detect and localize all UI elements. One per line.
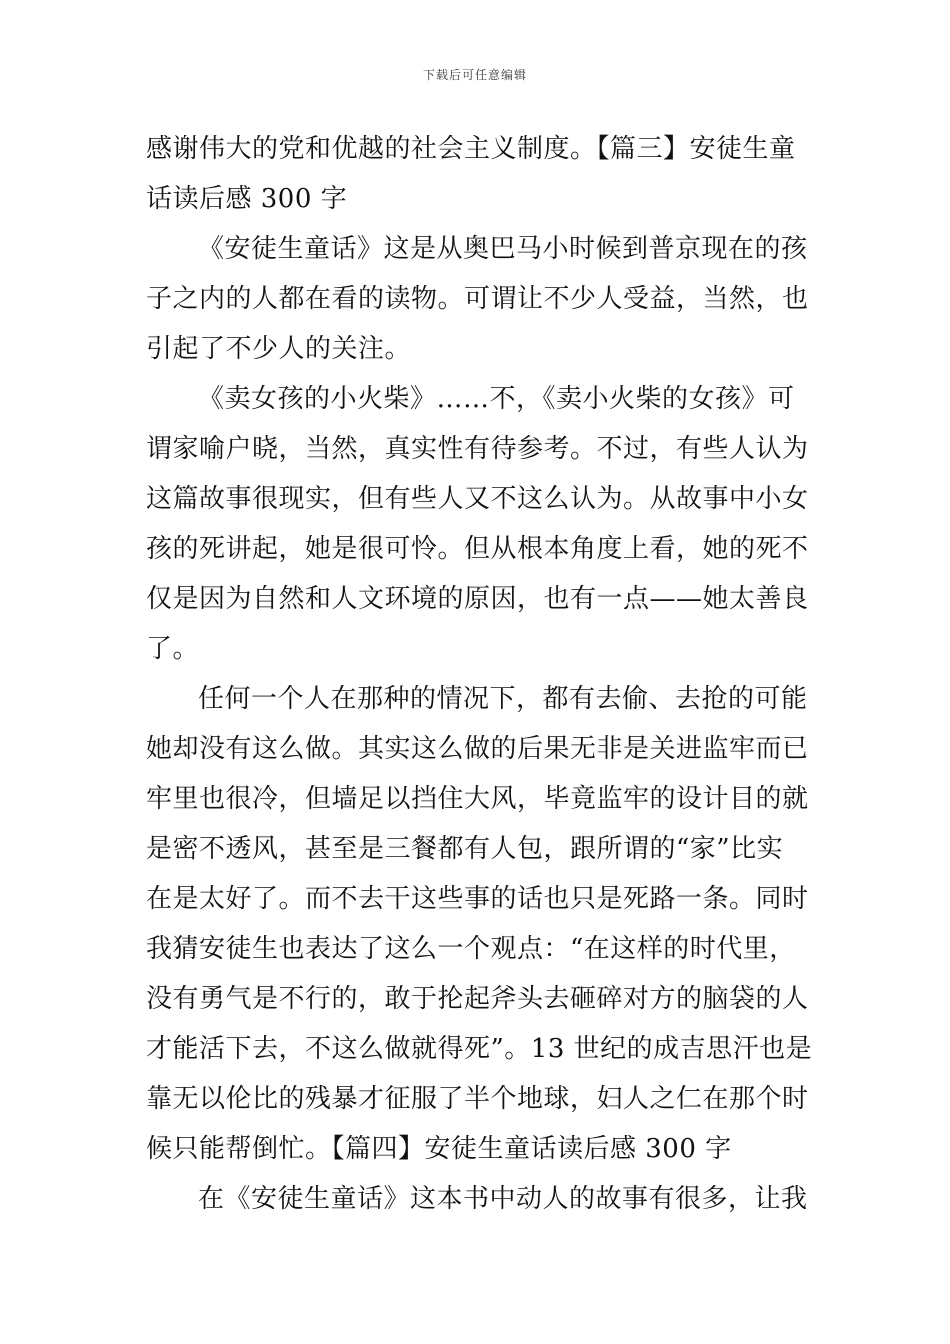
text-line: 我猜安徒生也表达了这么一个观点：“在这样的时代里， — [146, 934, 796, 964]
paragraph-start-line: 任何一个人在那种的情况下，都有去偷、去抢的可能 — [198, 684, 808, 714]
text-line: 没有勇气是不行的，敢于抡起斧头去砸碎对方的脑袋的人 — [146, 984, 809, 1014]
paragraph-start-line: 《卖女孩的小火柴》……不，《卖小火柴的女孩》可 — [198, 384, 795, 414]
text-line: 了。 — [146, 634, 200, 664]
text-line: 子之内的人都在看的读物。可谓让不少人受益，当然，也 — [146, 284, 809, 314]
paragraph-start-line: 《安徒生童话》这是从奥巴马小时候到普京现在的孩 — [198, 234, 808, 264]
text-line: 是密不透风，甚至是三餐都有人包，跟所谓的“家”比实 — [146, 834, 784, 864]
text-line: 孩的死讲起，她是很可怜。但从根本角度上看，她的死不 — [146, 534, 809, 564]
text-line: 这篇故事很现实，但有些人又不这么认为。从故事中小女 — [146, 484, 809, 514]
text-line: 牢里也很冷，但墙足以挡住大风，毕竟监牢的设计目的就 — [146, 784, 809, 814]
text-line: 靠无以伦比的残暴才征服了半个地球，妇人之仁在那个时 — [146, 1084, 809, 1114]
text-line: 才能活下去，不这么做就得死”。13 世纪的成吉思汗也是 — [146, 1034, 813, 1064]
header-note: 下载后可任意编辑 — [422, 68, 527, 82]
text-line: 她却没有这么做。其实这么做的后果无非是关进监牢而已 — [146, 734, 809, 764]
paragraph-start-line: 在《安徒生童话》这本书中动人的故事有很多，让我 — [198, 1184, 808, 1214]
text-line: 仅是因为自然和人文环境的原因，也有一点——她太善良 — [146, 584, 809, 614]
text-line: 引起了不少人的关注。 — [146, 334, 412, 364]
text-line: 候只能帮倒忙。【篇四】安徒生童话读后感 300 字 — [146, 1134, 732, 1164]
text-line: 谓家喻户晓，当然，真实性有待参考。不过，有些人认为 — [146, 434, 809, 464]
text-line: 感谢伟大的党和优越的社会主义制度。【篇三】安徒生童 — [146, 134, 796, 164]
text-line: 话读后感 300 字 — [146, 184, 348, 214]
text-line: 在是太好了。而不去干这些事的话也只是死路一条。同时 — [146, 884, 809, 914]
